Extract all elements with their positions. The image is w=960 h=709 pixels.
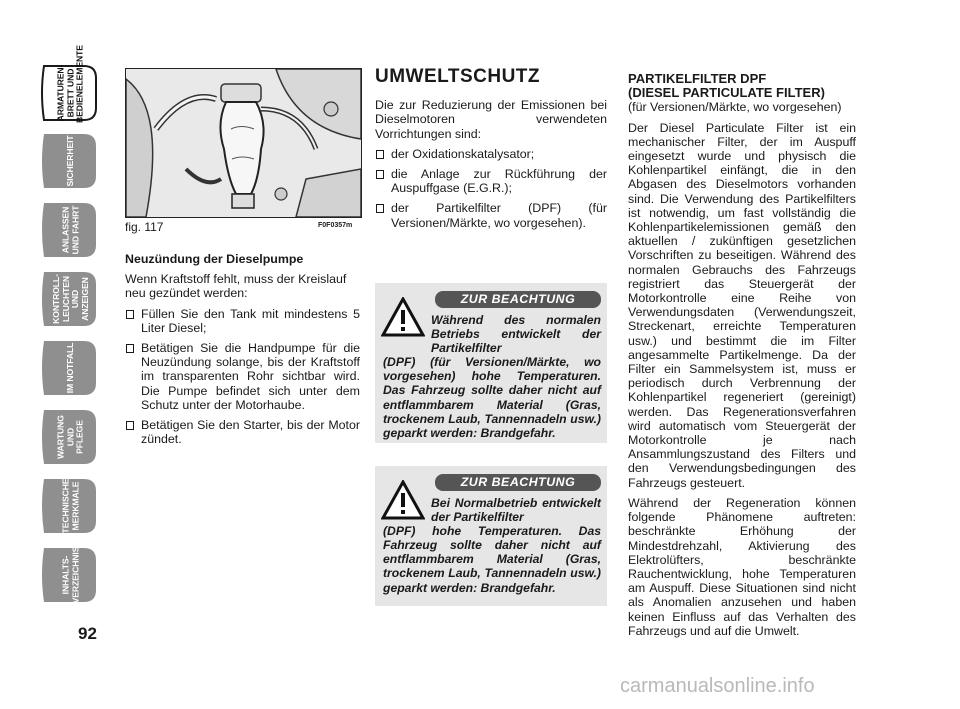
tab-label: SICHERHEIT (65, 135, 76, 187)
tab-label: INHALTS- VERZEICHNIS (60, 546, 80, 604)
list-item: Betätigen Sie die Handpumpe für die Neuzündung solange, bis der Kraftstoff im transparenten Rohr sichtbar wird. Die Pumpe befindet sich unter dem Schutz unter der Motorhaube. (125, 341, 360, 412)
figure-fuel-pump (125, 68, 362, 218)
tab-label: IM NOTFALL (65, 342, 76, 394)
tab-label: TECHNISCHE MERKMALE (60, 478, 80, 534)
warning-text (383, 313, 601, 440)
section-title: PARTIKELFILTER DPF (628, 71, 767, 86)
warning-lead: Während des normalen Betriebs entwickelt der Partikelfilter (431, 313, 601, 356)
tab-sicherheit[interactable] (40, 130, 102, 192)
figure-caption: fig. 117 (125, 220, 164, 234)
section-title-sub: (DIESEL PARTICULATE FILTER) (628, 85, 825, 101)
device-list (375, 147, 607, 230)
paragraph: Wenn Kraftstoff fehlt, muss der Kreislauf neu gezündet werden: (125, 272, 347, 301)
warning-box (375, 466, 607, 606)
watermark: carmanualsonline.info (620, 675, 815, 697)
tab-wartung[interactable] (40, 406, 102, 468)
section-heading: Neuzündung der Dieselpumpe (125, 252, 304, 266)
list-item: der Partikelfilter (DPF) (für Versionen/Märkte, wo vorgesehen). (375, 201, 607, 229)
figure-code: F0F0357m (318, 222, 353, 229)
tab-label: WARTUNG UND PFLEGE (55, 415, 85, 459)
warning-badge: ZUR BEACHTUNG (435, 291, 601, 308)
page-number: 92 (78, 624, 97, 643)
tab-technische-merkmale[interactable] (40, 475, 102, 537)
warning-box (375, 283, 607, 443)
paragraph: Die zur Reduzierung der Emissionen bei Dieselmotoren verwendeten Vorrichtungen sind: (375, 98, 607, 141)
tab-armaturenbrett[interactable] (40, 45, 102, 124)
warning-badge: ZUR BEACHTUNG (435, 474, 601, 491)
tab-anlassen[interactable] (40, 199, 102, 261)
right-column (628, 72, 856, 644)
tab-im-notfall[interactable] (40, 337, 102, 399)
warning-rest: (DPF) (für Versionen/Märkte, wo vorgesehen) hohe Temperaturen. Das Fahrzeug sollte daher nicht auf entflammbarem Material (Gras, trockenem Laub, Tannennadeln usw.) geparkt werden: Brandgefahr. (383, 355, 601, 440)
tab-kontrollleuchten[interactable] (40, 268, 102, 330)
warning-text (383, 496, 601, 595)
list-item: der Oxidationskatalysator; (375, 147, 607, 161)
left-column (125, 252, 360, 452)
fuel-pump-illustration (126, 69, 361, 217)
section-subtitle: (für Versionen/Märkte, wo vorgesehen) (628, 100, 842, 115)
middle-column (375, 66, 607, 236)
list-item: Betätigen Sie den Starter, bis der Motor zündet. (125, 418, 360, 446)
paragraph: Während der Regeneration können folgende Phänomene auftreten: beschränkte Erhöhung der Mindestdrehzahl, Aktivierung des Elektrolüfters, beschränkte Rauchentwicklung, hohe Temperaturen am Auspuff. Diese Situationen sind nicht als Anomalien anzusehen und haben keinen Einfluss auf das Verhalten des Fahrzeugs und auf die Umwelt. (628, 495, 856, 638)
paragraph: Der Diesel Particulate Filter ist ein mechanischer Filter, der im Auspuff eingesetzt wurde und physisch die Kohlenpartikel einfängt, die in den Abgasen des Dieselmotors vorhanden sind. Die Verwendung des Partikelfilters ist notwendig, um fast vollständig die Kohlenpartikelemissionen gemäß den aktuellen / zukünftigen gesetzlichen Vorschriften zu beseitigen. Während des normalen Gebrauchs des Fahrzeugs registriert das Steuergerät der Motorkontrolle eine Reihe von Verwendungsdaten (Verwendungszeit, Streckenart, erreichte Temperaturen usw.) und bestimmt die im Filter angesammelte Partikelmenge. Da der Filter ein Sammelsystem ist, muss er periodisch durch Verbrennung der Kohlenpartikel regeneriert (gereinigt) werden. Das Regenerationsverfahren wird automatisch vom Steuergerät der Motorkontrolle je nach Ansammlungszustand des Filters und den Verwendungsbedingungen des Fahrzeugs gesteuert. (628, 120, 856, 490)
list-item: Füllen Sie den Tank mit mindestens 5 Liter Diesel; (125, 307, 360, 335)
tab-label: KONTROLL- LEUCHTEN UND ANZEIGEN (50, 274, 90, 324)
tab-inhaltsverzeichnis[interactable] (40, 544, 102, 606)
list-item: die Anlage zur Rückführung der Auspuffgase (E.G.R.); (375, 167, 607, 195)
section-title: UMWELTSCHUTZ (375, 66, 541, 87)
warning-lead: Bei Normalbetrieb entwickelt der Partikelfilter (431, 496, 601, 525)
tab-label: ARMATUREN- BRETT UND BEDIENELEMENTE (55, 45, 85, 123)
warning-rest: (DPF) hohe Temperaturen. Das Fahrzeug sollte daher nicht auf entflammbarem Material (Gras, trockenem Laub, Tannennadeln usw.) geparkt werden: Brandgefahr. (383, 524, 601, 595)
instruction-list (125, 307, 360, 447)
tab-label: ANLASSEN UND FAHRT (60, 205, 80, 255)
